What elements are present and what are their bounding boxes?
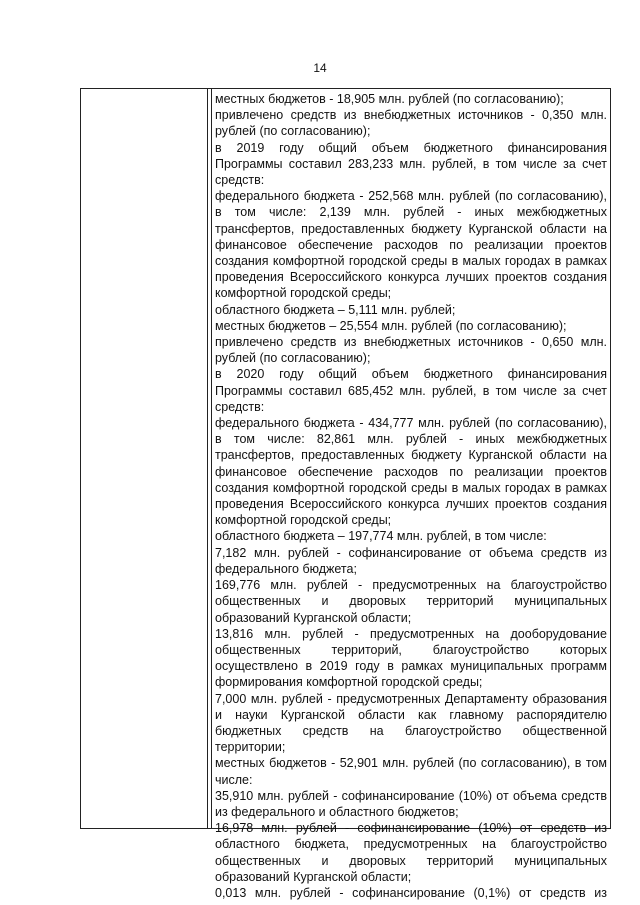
paragraph: привлечено средств из внебюджетных источников - 0,350 млн. рублей (по согласованию);: [215, 108, 607, 139]
paragraph: областного бюджета – 5,111 млн. рублей;: [215, 302, 456, 317]
page-number: 14: [313, 61, 327, 75]
paragraph: в 2020 году общий объем бюджетного финансирования Программы составил 685,452 млн. рублей, в том числе за счет средств:: [215, 367, 607, 414]
paragraph: местных бюджетов - 52,901 млн. рублей (по согласованию), в том числе:: [215, 756, 607, 787]
paragraph: 169,776 млн. рублей - предусмотренных на благоустройство общественных и дворовых территорий муниципальных образований Курганской области;: [215, 578, 607, 625]
paragraph: 13,816 млн. рублей - предусмотренных на дооборудование общественных территорий, благоустройство которых осуществлено в 2019 году в рамках муниципальных программ формирования комфортной городской среды;: [215, 626, 607, 690]
paragraph: областного бюджета – 197,774 млн. рублей, в том числе:: [215, 529, 547, 544]
paragraph: 0,013 млн. рублей - софинансирование (0,1%) от средств из: [215, 885, 607, 900]
paragraph: федерального бюджета - 434,777 млн. рублей (по согласованию), в том числе: 82,861 млн. рублей - иных межбюджетных трансфертов, предоставленных бюджету Курганской области на финансовое обеспечение расходов по реализации проектов создания комфортной городской среды в малых городах в рамках проведения Всероссийского конкурса лучших проектов создания комфортной городской среды;: [215, 416, 607, 528]
paragraph: местных бюджетов – 25,554 млн. рублей (по согласованию);: [215, 318, 567, 333]
table-right-column: [211, 89, 611, 900]
paragraph: в 2019 году общий объем бюджетного финансирования Программы составил 283,233 млн. рублей, в том числе за счет средств:: [215, 140, 607, 188]
table-left-column: [80, 89, 208, 828]
paragraph: 7,182 млн. рублей - софинансирование от объема средств из федерального бюджета;: [215, 545, 607, 576]
paragraph: 16,978 млн. рублей - софинансирование (10%) от средств из областного бюджета, предусмотренных на благоустройство общественных и дворовых территорий муниципальных образований Курганской области;: [215, 821, 607, 884]
paragraph: 7,000 млн. рублей - предусмотренных Департаменту образования и науки Курганской области как главному распорядителю бюджетных средств на благоустройство общественной территории;: [215, 691, 607, 755]
paragraph: местных бюджетов - 18,905 млн. рублей (по согласованию);: [215, 92, 564, 106]
paragraph: привлечено средств из внебюджетных источников - 0,650 млн. рублей (по согласованию);: [215, 335, 607, 366]
paragraph: 35,910 млн. рублей - софинансирование (10%) от объема средств из федерального и областного бюджетов;: [215, 788, 607, 819]
paragraph: федерального бюджета - 252,568 млн. рублей (по согласованию), в том числе: 2,139 млн. рублей - иных межбюджетных трансфертов, предоставленных бюджету Курганской области на финансовое обеспечение расходов по реализации проектов создания комфортной городской среды в малых городах в рамках проведения Всероссийского конкурса лучших проектов создания комфортной городской среды;: [215, 189, 607, 301]
program-table: [80, 88, 611, 900]
